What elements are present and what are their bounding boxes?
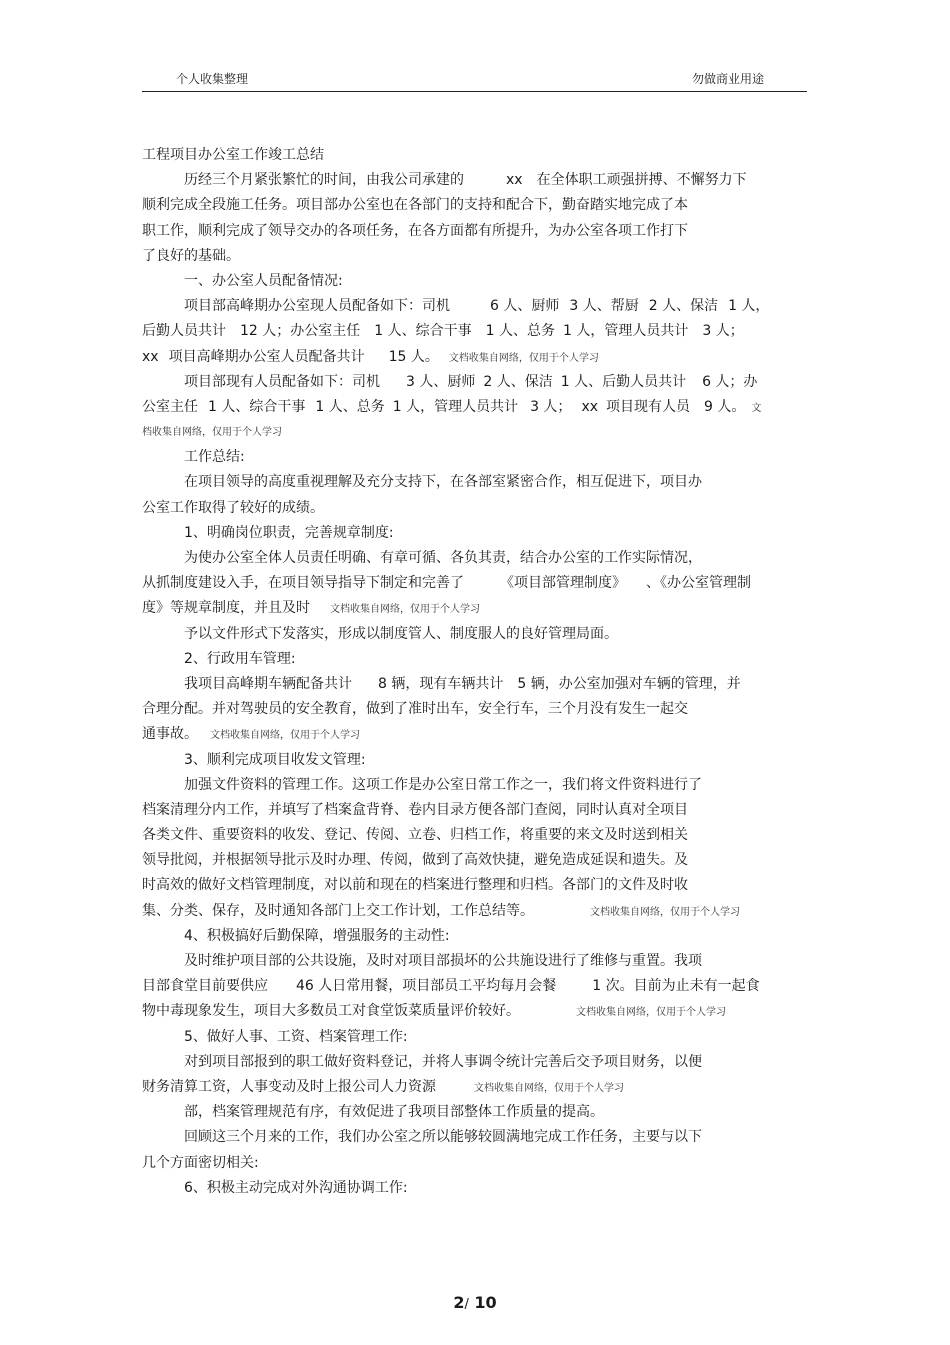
paragraph-line: 为使办公室全体人员责任明确、有章可循、各负其责，结合办公室的工作实际情况， (184, 550, 702, 566)
source-note: 文档收集自网络，仅用于个人学习 (448, 352, 599, 364)
source-note: 档收集自网络，仅用于个人学习 (142, 427, 282, 439)
paragraph-line: 合理分配。并对驾驶员的安全教育，做到了准时出车，安全行车，三个月没有发生一起交 (142, 701, 688, 718)
paragraph-line: 物中毒现象发生，项目大多数员工对食堂饭菜质量评价较好。 文档收集自网络，仅用于个人学习 (142, 1003, 726, 1020)
page-separator: / (464, 1297, 469, 1312)
section-heading: 6、积极主动完成对外沟通协调工作: (184, 1179, 408, 1196)
paragraph-line: 目部食堂目前要供应 46 人日常用餐，项目部员工平均每月会餐 1 次。目前为止未有一起食 (142, 978, 760, 995)
paragraph-line: 几个方面密切相关: (142, 1154, 259, 1171)
paragraph-line: 对到项目部报到的职工做好资料登记，并将人事调令统计完善后交予项目财务，以便 (184, 1053, 702, 1070)
section-heading: 一、办公室人员配备情况: (184, 272, 343, 289)
document-body (142, 143, 812, 1201)
paragraph-line: 部，档案管理规范有序，有效促进了我项目部整体工作质量的提高。 (184, 1104, 604, 1121)
paragraph-line: 历经三个月紧张繁忙的时间，由我公司承建的 xx 在全体职工顽强拼搏、不懈努力下 (184, 172, 747, 189)
paragraph-line: 回顾这三个月来的工作，我们办公室之所以能够较圆满地完成工作任务，主要与以下 (184, 1129, 702, 1146)
document-title: 工程项目办公室工作竣工总结 (142, 147, 324, 163)
paragraph-line: 财务清算工资，人事变动及时上报公司人力资源 文档收集自网络，仅用于个人学习 (142, 1078, 624, 1095)
page-number (0, 1293, 950, 1312)
paragraph-line: 档案清理分内工作，并填写了档案盒背脊、卷内目录方便各部门查阅，同时认真对全项目 (142, 801, 688, 818)
paragraph-line: 予以文件形式下发落实，形成以制度管人、制度服人的良好管理局面。 (184, 625, 618, 642)
paragraph-line: xx 项目高峰期办公室人员配备共计 15 人。 文档收集自网络，仅用于个人学习 (142, 348, 599, 365)
paragraph-line: 加强文件资料的管理工作。这项工作是办公室日常工作之一，我们将文件资料进行了 (184, 776, 702, 793)
section-heading: 4、积极搞好后勤保障，增强服务的主动性: (184, 927, 450, 944)
paragraph-line: 项目部现有人员配备如下：司机 3 人、厨师 2 人、保洁 1 人、后勤人员共计 6 人；办 (184, 373, 758, 390)
section-heading: 工作总结: (184, 449, 245, 466)
paragraph-line: 度》等规章制度，并且及时 文档收集自网络，仅用于个人学习 (142, 600, 480, 617)
page-total: 10 (474, 1293, 497, 1312)
paragraph-line: 从抓制度建设入手，在项目领导指导下制定和完善了 《项目部管理制度》 、《办公室管理制 (142, 575, 751, 592)
paragraph-line: 通事故。 文档收集自网络，仅用于个人学习 (142, 726, 360, 743)
source-note: 文档收集自网络，仅用于个人学习 (210, 730, 360, 742)
source-note: 文档收集自网络，仅用于个人学习 (330, 604, 480, 616)
paragraph-line: 职工作，顺利完成了领导交办的各项任务，在各方面都有所提升，为办公室各项工作打下 (142, 222, 688, 239)
paragraph-line: 项目部高峰期办公室现人员配备如下：司机 6 人、厨师 3 人、帮厨 2 人、保洁 1 人， (184, 298, 770, 315)
source-note: 文档收集自网络，仅用于个人学习 (576, 1007, 726, 1019)
section-heading: 3、顺利完成项目收发文管理: (184, 751, 366, 768)
paragraph-line: 后勤人员共计 12 人；办公室主任 1 人、综合干事 1 人、总务 1 人，管理人员共计 3 人； (142, 323, 744, 340)
paragraph-line: 时高效的做好文档管理制度，对以前和现在的档案进行整理和归档。各部门的文件及时收 (142, 877, 688, 894)
paragraph-line: 公室工作取得了较好的成绩。 (142, 499, 324, 516)
section-heading: 5、做好人事、工资、档案管理工作: (184, 1028, 408, 1045)
section-heading: 2、行政用车管理: (184, 650, 296, 667)
paragraph-line: 我项目高峰期车辆配备共计 8 辆，现有车辆共计 5 辆，办公室加强对车辆的管理，并 (184, 675, 741, 692)
source-note: 文档收集自网络，仅用于个人学习 (590, 906, 740, 918)
header-right-text: 勿做商业用途 (691, 72, 764, 86)
source-note: 文档收集自网络，仅用于个人学习 (474, 1082, 624, 1094)
section-heading: 1、明确岗位职责，完善规章制度: (184, 524, 394, 541)
page-current: 2 (453, 1293, 465, 1312)
header-divider (142, 91, 807, 92)
header-left-text: 个人收集整理 (176, 72, 249, 86)
paragraph-line: 各类文件、重要资料的收发、登记、传阅、立卷、归档工作，将重要的来文及时送到相关 (142, 827, 688, 844)
paragraph-line: 集、分类、保存，及时通知各部门上交工作计划，工作总结等。 文档收集自网络，仅用于个人学习 (142, 902, 740, 919)
paragraph-line: 在项目领导的高度重视理解及充分支持下，在各部室紧密合作，相互促进下，项目办 (184, 474, 702, 491)
paragraph-line: 了良好的基础。 (142, 247, 240, 264)
paragraph-line: 顺利完成全段施工任务。项目部办公室也在各部门的支持和配合下，勤奋踏实地完成了本 (142, 197, 688, 214)
paragraph-line: 及时维护项目部的公共设施，及时对项目部损坏的公共施设进行了维修与重置。我项 (184, 953, 702, 969)
paragraph-line: 公室主任 1 人、综合干事 1 人、总务 1 人，管理人员共计 3 人； xx 项目现有人员 9 人。 文 (142, 398, 762, 415)
paragraph-line: 领导批阅，并根据领导批示及时办理、传阅，做到了高效快捷，避免造成延误和遗失。及 (142, 852, 688, 869)
